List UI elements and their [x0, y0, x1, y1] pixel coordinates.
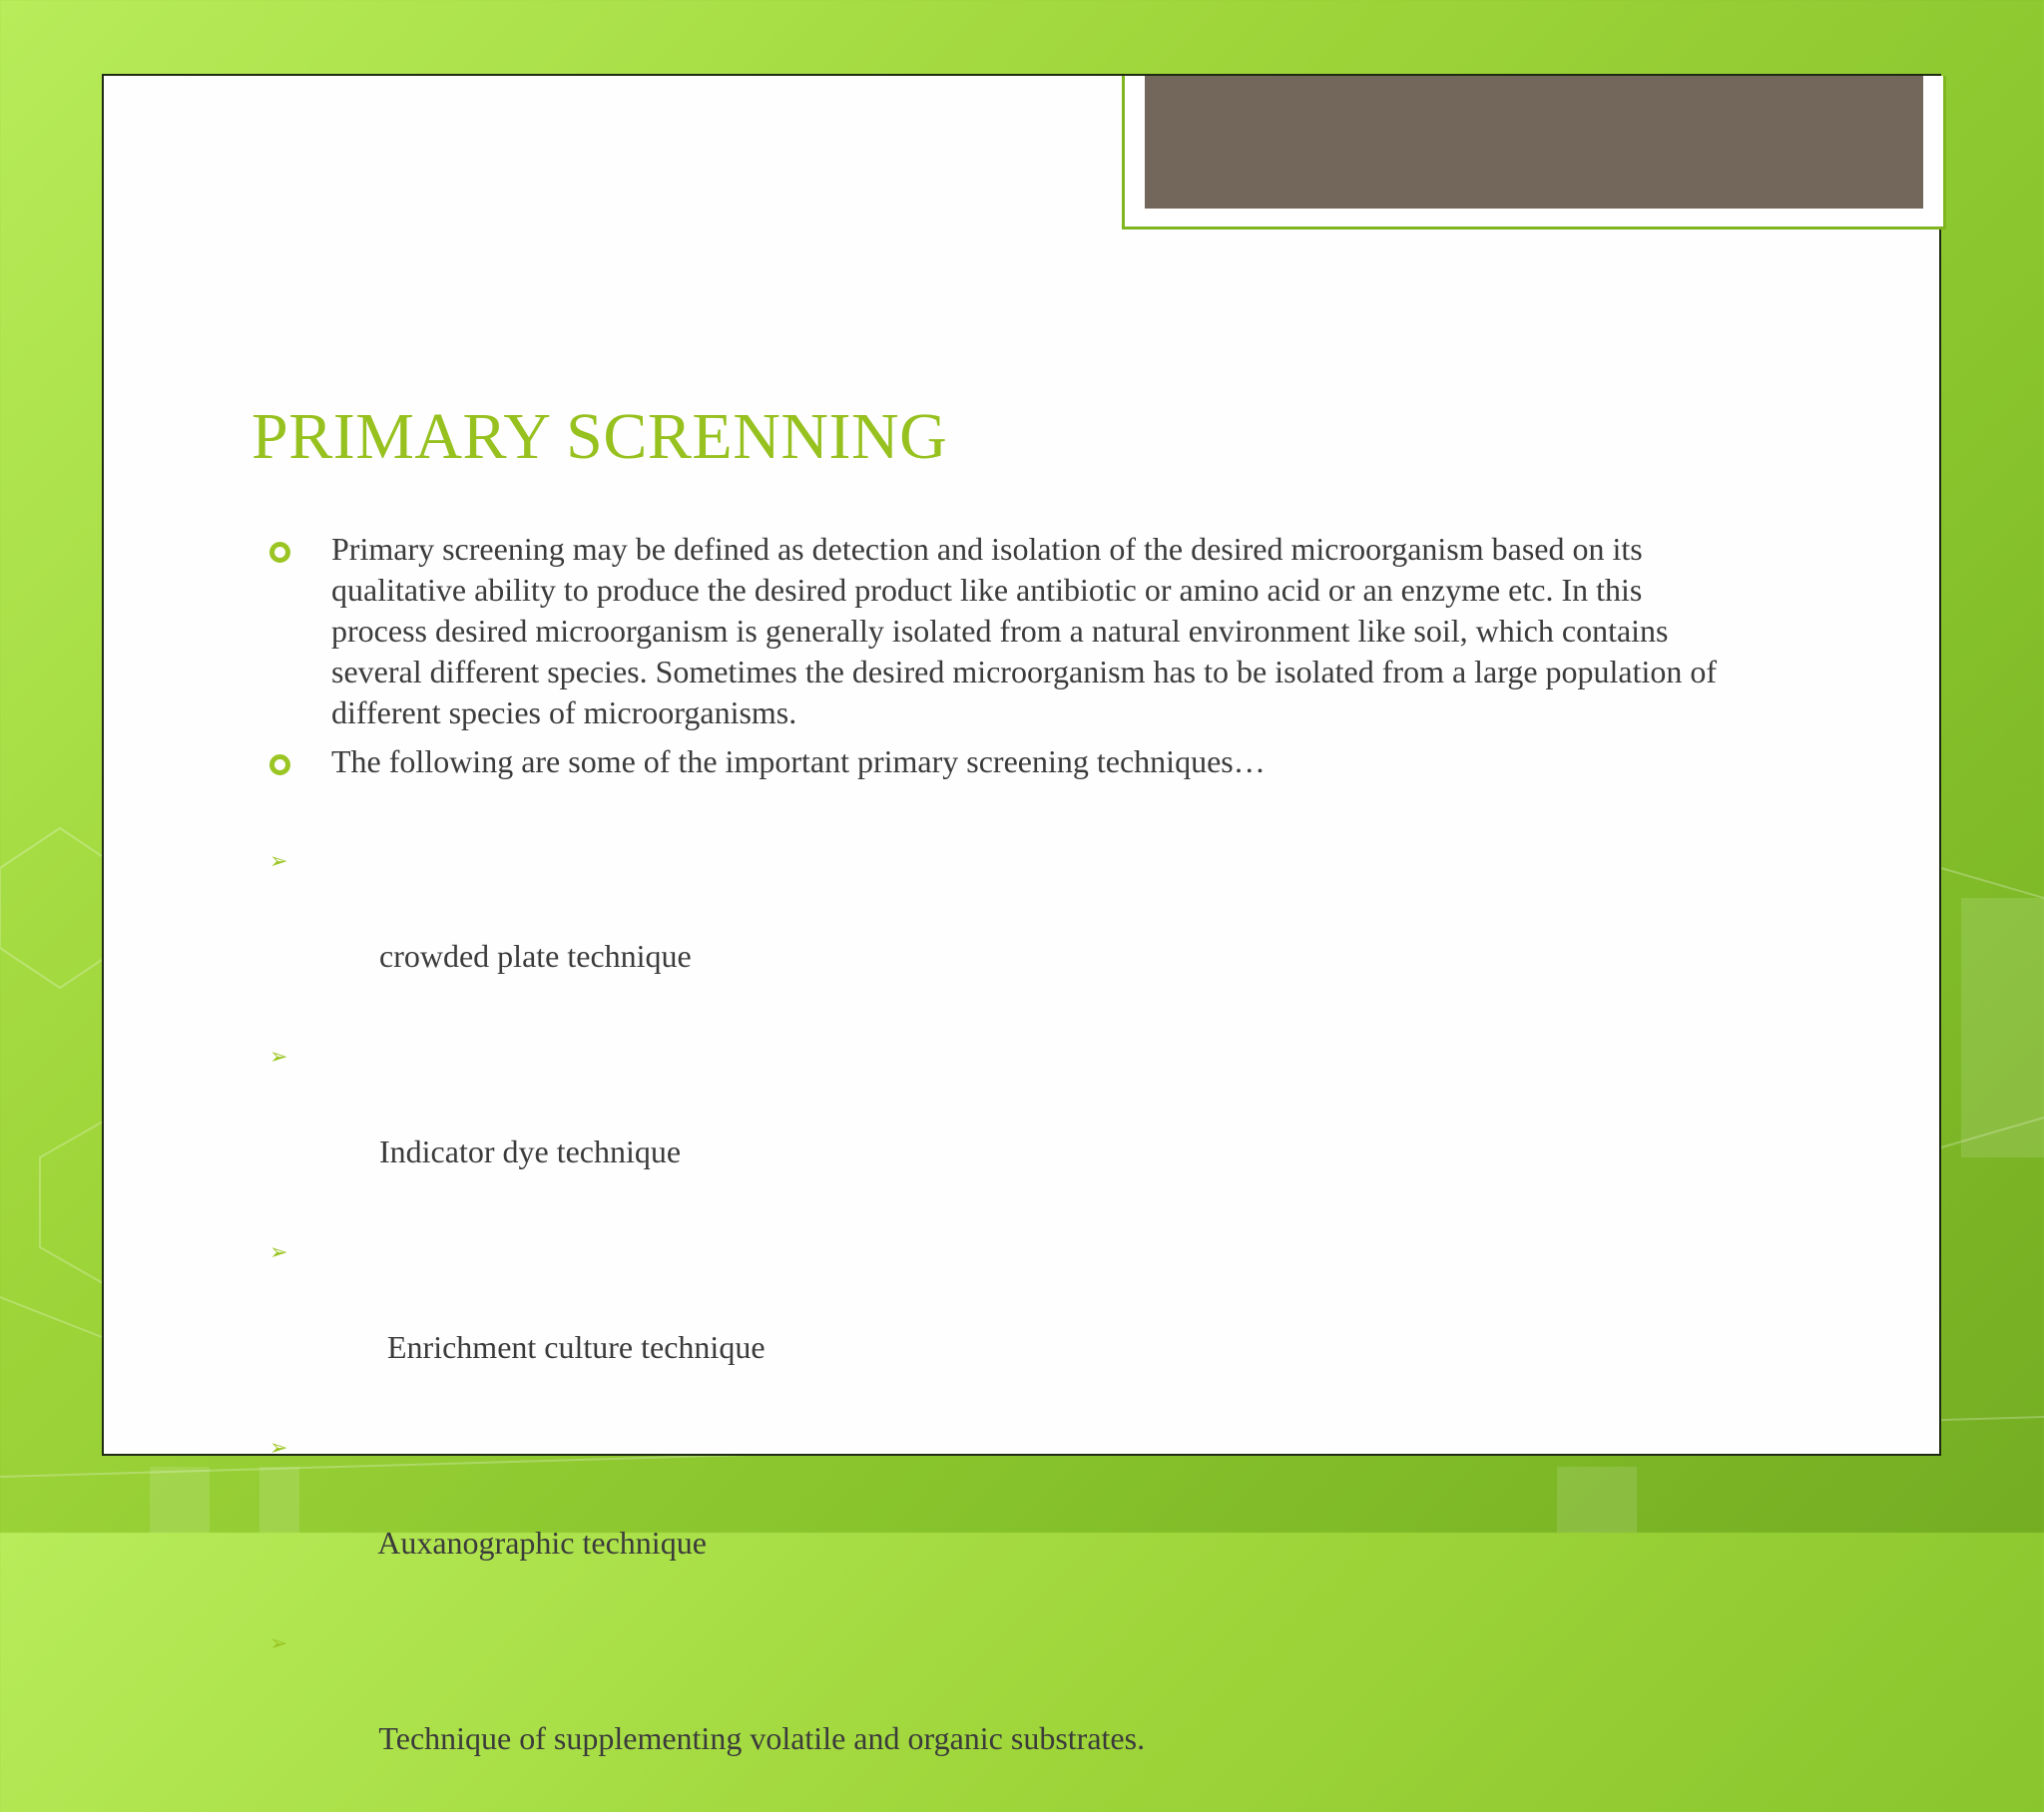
bullet-text: Primary screening may be defined as detection and isolation of the desired microorganism based on its qualitative ability to produce the desired product like antibiotic or amino acid or an enzyme etc. In this process desired microorganism is generally isolated from a natural environment like soil, which contains several different species. Sometimes the desired microorganism has to be isolated from a large population of different species of microorganisms.: [331, 531, 1718, 730]
slide-content: [261, 529, 1739, 1812]
techniques-list: [261, 834, 1739, 1812]
arrow-bullet-icon: ➢: [269, 849, 288, 874]
ring-bullet-icon: [269, 754, 290, 775]
arrow-bullet-icon: ➢: [269, 1240, 288, 1265]
photo-frame: [1122, 76, 1946, 229]
technique-item: [261, 1225, 1739, 1421]
bullet-text: The following are some of the important primary screening techniques…: [331, 743, 1266, 779]
technique-text: Indicator dye technique: [379, 1133, 682, 1169]
ring-bullet-icon: [269, 542, 290, 563]
technique-item: [261, 1030, 1739, 1225]
technique-text: crowded plate technique: [379, 938, 692, 974]
arrow-bullet-icon: ➢: [269, 1631, 288, 1656]
technique-text: Enrichment culture technique: [379, 1329, 766, 1365]
technique-item: [261, 834, 1739, 1030]
arrow-bullet-icon: ➢: [269, 1045, 288, 1070]
technique-text: Auxanographic technique: [377, 1525, 707, 1561]
technique-item: [261, 1421, 1739, 1616]
slide-title: PRIMARY SCRENNING: [252, 400, 948, 473]
bullet-item: [261, 741, 1739, 782]
arrow-bullet-icon: ➢: [269, 1436, 288, 1461]
technique-item: [261, 1616, 1739, 1812]
technique-text: Technique of supplementing volatile and organic substrates.: [378, 1720, 1146, 1756]
bullet-item: [261, 529, 1739, 733]
photo-placeholder: [1145, 76, 1923, 209]
